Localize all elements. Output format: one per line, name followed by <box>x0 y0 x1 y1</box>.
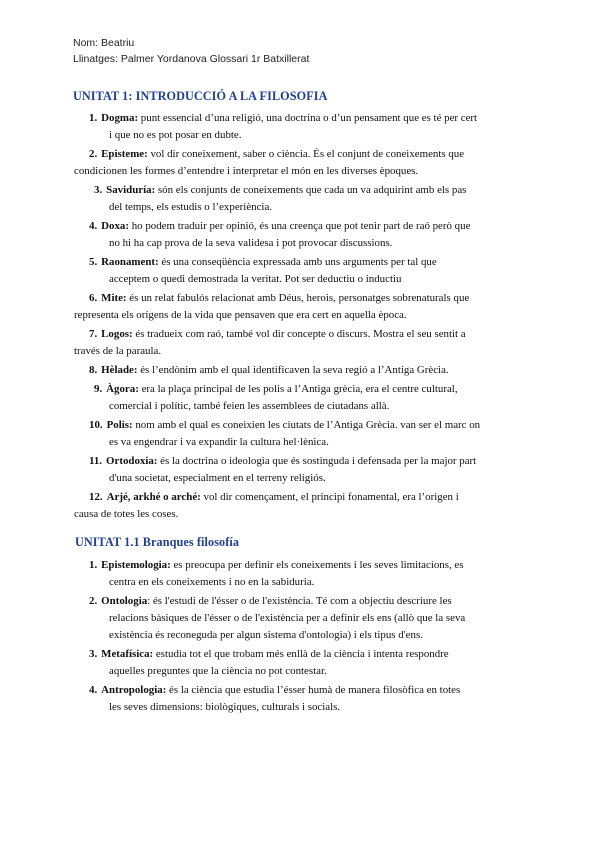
glossary-item <box>54 593 524 644</box>
unit11-heading: UNITAT 1.1 Branques filosofía <box>75 535 240 549</box>
item-number: 1. <box>89 112 98 124</box>
glossary-item <box>54 362 530 379</box>
unit1-heading: UNITAT 1: INTRODUCCIÓ A LA FILOSOFIA <box>73 89 328 103</box>
glossary-item <box>54 326 530 360</box>
item-term: Dogma: <box>101 112 139 124</box>
item-definition-cont: condicionen les formes d’entendre i interpretar el món en les diverses èpoques. <box>74 165 419 177</box>
item-term: Àgora: <box>106 383 139 395</box>
glossary-item <box>54 557 524 591</box>
glossary-item <box>54 218 530 252</box>
glossary-item <box>54 489 530 523</box>
item-definition: punt essencial d’una religió, una doctrina o d’un pensament que es té per cert <box>138 112 478 124</box>
item-number: 8. <box>89 364 98 376</box>
item-number: 7. <box>89 328 98 340</box>
item-definition-cont: aquelles preguntes que la ciència no pot contestar. <box>109 665 327 677</box>
item-definition: vol dir començament, el principi fonamental, era l’origen i <box>200 491 459 503</box>
item-definition-cont: través de la paraula. <box>74 345 162 357</box>
item-number: 3. <box>94 184 103 196</box>
item-term: Antropologia: <box>101 684 167 696</box>
item-term: Epistemologia: <box>101 559 171 571</box>
item-number: 10. <box>89 419 103 431</box>
item-definition-cont: les seves dimensions: biològiques, culturals i socials. <box>109 701 341 713</box>
item-term: Doxa: <box>101 220 129 232</box>
item-term: Saviduría: <box>106 184 156 196</box>
glossary-item <box>54 646 524 680</box>
item-term: Episteme: <box>101 148 148 160</box>
item-definition: és la doctrina o ideologia que és sostinguda i defensada per la major part <box>157 455 477 467</box>
item-number: 1. <box>89 559 98 571</box>
item-number: 4. <box>89 684 98 696</box>
glossary-item <box>54 290 530 324</box>
item-definition: són els conjunts de coneixements que cada un va adquirint amb els pas <box>155 184 467 196</box>
unit1-glossary-list <box>54 110 530 525</box>
item-definition-cont: d'una societat, especialment en el terreny religiós. <box>109 472 326 484</box>
item-definition: és tradueix com raó, també vol dir concepte o discurs. Mostra el seu sentit a <box>132 328 466 340</box>
item-number: 3. <box>89 648 98 660</box>
item-definition: ho podem traduir per opinió, és una creença que pot tenir part de raó però que <box>129 220 471 232</box>
item-definition-cont: comercial i polític, també feien les assemblees de ciutadans allà. <box>109 400 390 412</box>
item-number: 4. <box>89 220 98 232</box>
glossary-item <box>54 381 530 415</box>
item-number: 9. <box>94 383 103 395</box>
item-number: 11. <box>89 455 103 467</box>
item-definition-cont: no hi ha cap prova de la seva validesa i pot provocar discussions. <box>109 237 393 249</box>
item-number: 6. <box>89 292 98 304</box>
item-definition: era la plaça principal de les polis a l’Antiga grècia, era el centre cultural, <box>138 383 458 395</box>
unit11-branches-list <box>54 557 524 718</box>
glossary-item <box>54 146 530 180</box>
item-definition-cont: causa de totes les coses. <box>74 508 179 520</box>
item-definition: és l’endònim amb el qual identificaven la seva regió a l’Antiga Grècia. <box>137 364 449 376</box>
student-surnames: Llinatges: Palmer Yordanova Glossari 1r Batxillerat <box>73 53 310 65</box>
item-definition: es preocupa per definir els coneixements i les seves limitacions, es <box>170 559 464 571</box>
glossary-item <box>54 254 530 288</box>
item-term: Raonament: <box>101 256 159 268</box>
glossary-item <box>54 110 530 144</box>
item-term: Polis: <box>106 419 133 431</box>
glossary-item <box>54 682 524 716</box>
item-definition: és la ciència que estudia l’ésser humà de manera filosòfica en totes <box>166 684 461 696</box>
item-term: Mite: <box>101 292 127 304</box>
item-definition: és un relat fabulós relacionat amb Déus, herois, personatges sobrenaturals que <box>126 292 470 304</box>
item-definition-cont: representa els orígens de la vida que pensaven que era cert en aquella època. <box>74 309 407 321</box>
item-term: Ortodoxia: <box>106 455 158 467</box>
item-term: Arjé, arkhé o arché: <box>106 491 201 503</box>
item-definition-cont: i que no es pot posar en dubte. <box>109 129 242 141</box>
item-term: Logos: <box>101 328 133 340</box>
item-term: Metafísica: <box>101 648 154 660</box>
glossary-item <box>54 417 530 451</box>
item-definition-cont: del temps, els estudis o l’experiència. <box>109 201 273 213</box>
item-number: 12. <box>89 491 103 503</box>
item-definition: estudia tot el que trobam més enllà de la ciència i intenta respondre <box>153 648 449 660</box>
glossary-item <box>54 182 530 216</box>
item-number: 5. <box>89 256 98 268</box>
glossary-item <box>54 453 530 487</box>
item-definition-cont: relacions bàsiques de l'ésser o de l'existència per a definir els ens (allò que la seva <box>109 612 466 624</box>
item-definition: : és l'estudi de l'ésser o de l'existència. Té com a objectiu descriure les <box>147 595 452 607</box>
item-definition-cont: es va engendrar i va expandir la cultura hel·lènica. <box>109 436 329 448</box>
item-definition-cont: existència és reconeguda per algun sistema d'ontologia) i els tipus d'ens. <box>109 629 423 641</box>
item-definition: vol dir coneixement, saber o ciència. És el conjunt de coneixements que <box>147 148 465 160</box>
item-number: 2. <box>89 595 98 607</box>
student-name: Nom: Beatriu <box>73 37 135 49</box>
item-term: Ontologia <box>101 595 148 607</box>
item-definition-cont: acceptem o quedi demostrada la veritat. Pot ser deductiu o inductiu <box>109 273 402 285</box>
item-definition: nom amb el qual es coneixien les ciutats de l’Antiga Grècia. van ser el marc on <box>132 419 481 431</box>
item-term: Hèlade: <box>101 364 138 376</box>
item-number: 2. <box>89 148 98 160</box>
item-definition: és una conseqüència expressada amb uns arguments per tal que <box>158 256 437 268</box>
item-definition-cont: centra en els coneixements i no en la sabiduria. <box>109 576 315 588</box>
